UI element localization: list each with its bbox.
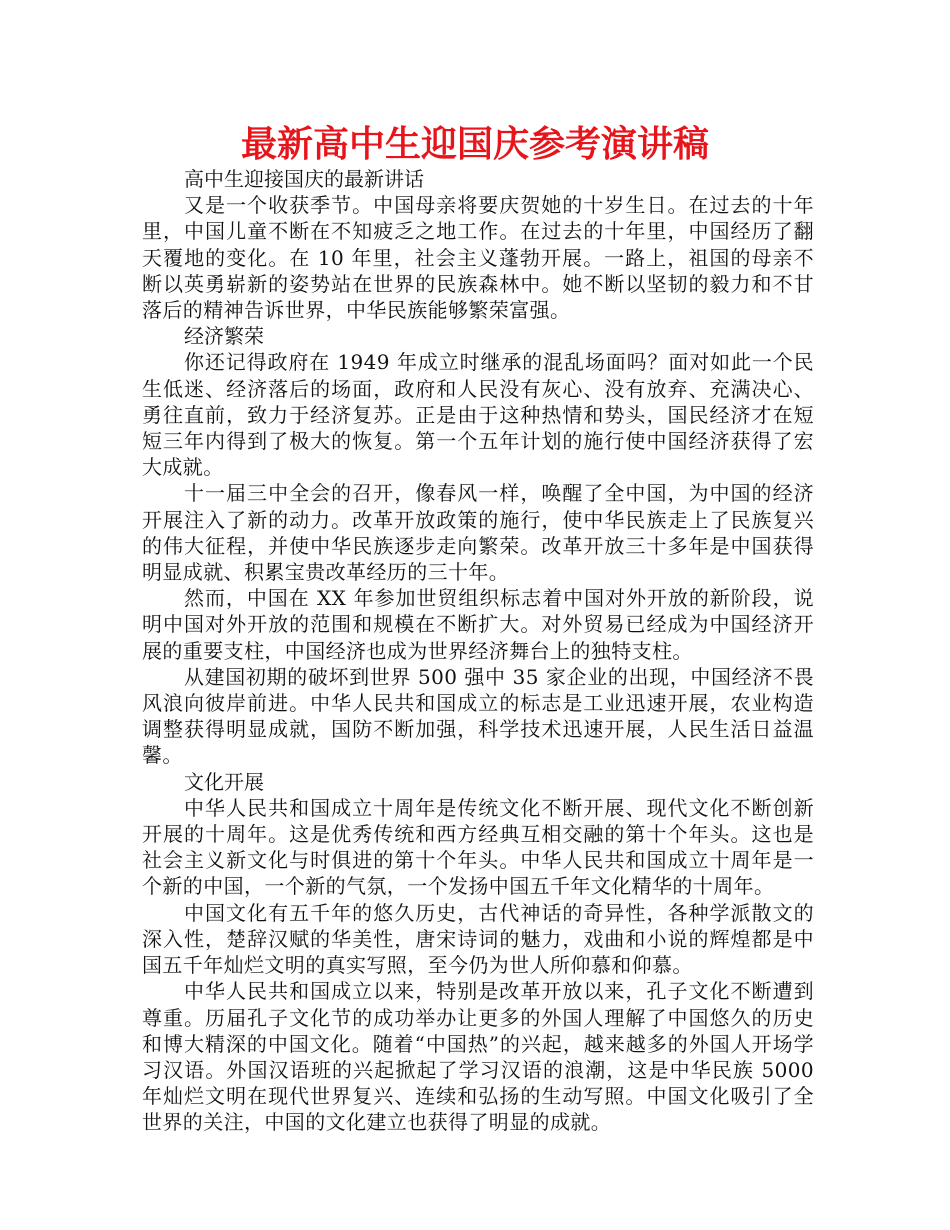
section-heading-culture: 文化开展 bbox=[184, 769, 264, 794]
culture-paragraph-2: 中国文化有五千年的悠久历史，古代神话的奇异性，各种学派散文的深入性，楚辞汉赋的华美性，唐宋诗词的魅力，戏曲和小说的辉煌都是中国五千年灿烂文明的真实写照，至今仍为世人所仰慕和仰慕。 bbox=[142, 900, 814, 978]
section-heading-economy: 经济繁荣 bbox=[184, 324, 264, 349]
economy-paragraph-2: 十一届三中全会的召开，像春风一样，唤醒了全中国，为中国的经济开展注入了新的动力。改革开放政策的施行，使中华民族走上了民族复兴的伟大征程，并使中华民族逐步走向繁荣。改革开放三十多年是中国获得明显成就、积累宝贵改革经历的三十年。 bbox=[142, 481, 814, 585]
culture-paragraph-3: 中华人民共和国成立以来，特别是改革开放以来，孔子文化不断遭到尊重。历届孔子文化节的成功举办让更多的外国人理解了中国悠久的历史和博大精深的中国文化。随着“中国热”的兴起，越来越多的外国人开场学习汉语。外国汉语班的兴起掀起了学习汉语的浪潮，这是中华民族 5000 年灿烂文明在现代世界复兴、连续和弘扬的生动写照。中国文化吸引了全世界的关注，中国的文化建立也获得了明显的成就。 bbox=[142, 979, 814, 1135]
intro-paragraph: 又是一个收获季节。中国母亲将要庆贺她的十岁生日。在过去的十年里，中国儿童不断在不知疲乏之地工作。在过去的十年里，中国经历了翻天覆地的变化。在 10 年里，社会主义蓬勃开展。一路上，祖国的母亲不断以英勇崭新的姿势站在世界的民族森林中。她不断以坚韧的毅力和不甘落后的精神告诉世界，中华民族能够繁荣富强。 bbox=[142, 193, 814, 323]
economy-paragraph-1: 你还记得政府在 1949 年成立时继承的混乱场面吗？面对如此一个民生低迷、经济落后的场面，政府和人民没有灰心、没有放弃、充满决心、勇往直前，致力于经济复苏。正是由于这种热情和势头，国民经济才在短短三年内得到了极大的恢复。第一个五年计划的施行使中国经济获得了宏大成就。 bbox=[142, 350, 814, 480]
subtitle-paragraph: 高中生迎接国庆的最新讲话 bbox=[184, 167, 424, 191]
culture-paragraph-1: 中华人民共和国成立十周年是传统文化不断开展、现代文化不断创新开展的十周年。这是优秀传统和西方经典互相交融的第十个年头。这也是社会主义新文化与时俱进的第十个年头。中华人民共和国成立十周年是一个新的中国，一个新的气氛，一个发扬中国五千年文化精华的十周年。 bbox=[142, 795, 814, 899]
document-title: 最新高中生迎国庆参考演讲稿 bbox=[240, 124, 709, 165]
economy-paragraph-3: 然而，中国在 XX 年参加世贸组织标志着中国对外开放的新阶段，说明中国对外开放的范围和规模在不断扩大。对外贸易已经成为中国经济开展的重要支柱，中国经济也成为世界经济舞台上的独特支柱。 bbox=[142, 586, 814, 663]
economy-paragraph-4: 从建国初期的破坏到世界 500 强中 35 家企业的出现，中国经济不畏风浪向彼岸前进。中华人民共和国成立的标志是工业迅速开展，农业构造调整获得明显成就，国防不断加强，科学技术迅速开展，人民生活日益温馨。 bbox=[142, 664, 814, 768]
document-body bbox=[142, 166, 814, 1136]
